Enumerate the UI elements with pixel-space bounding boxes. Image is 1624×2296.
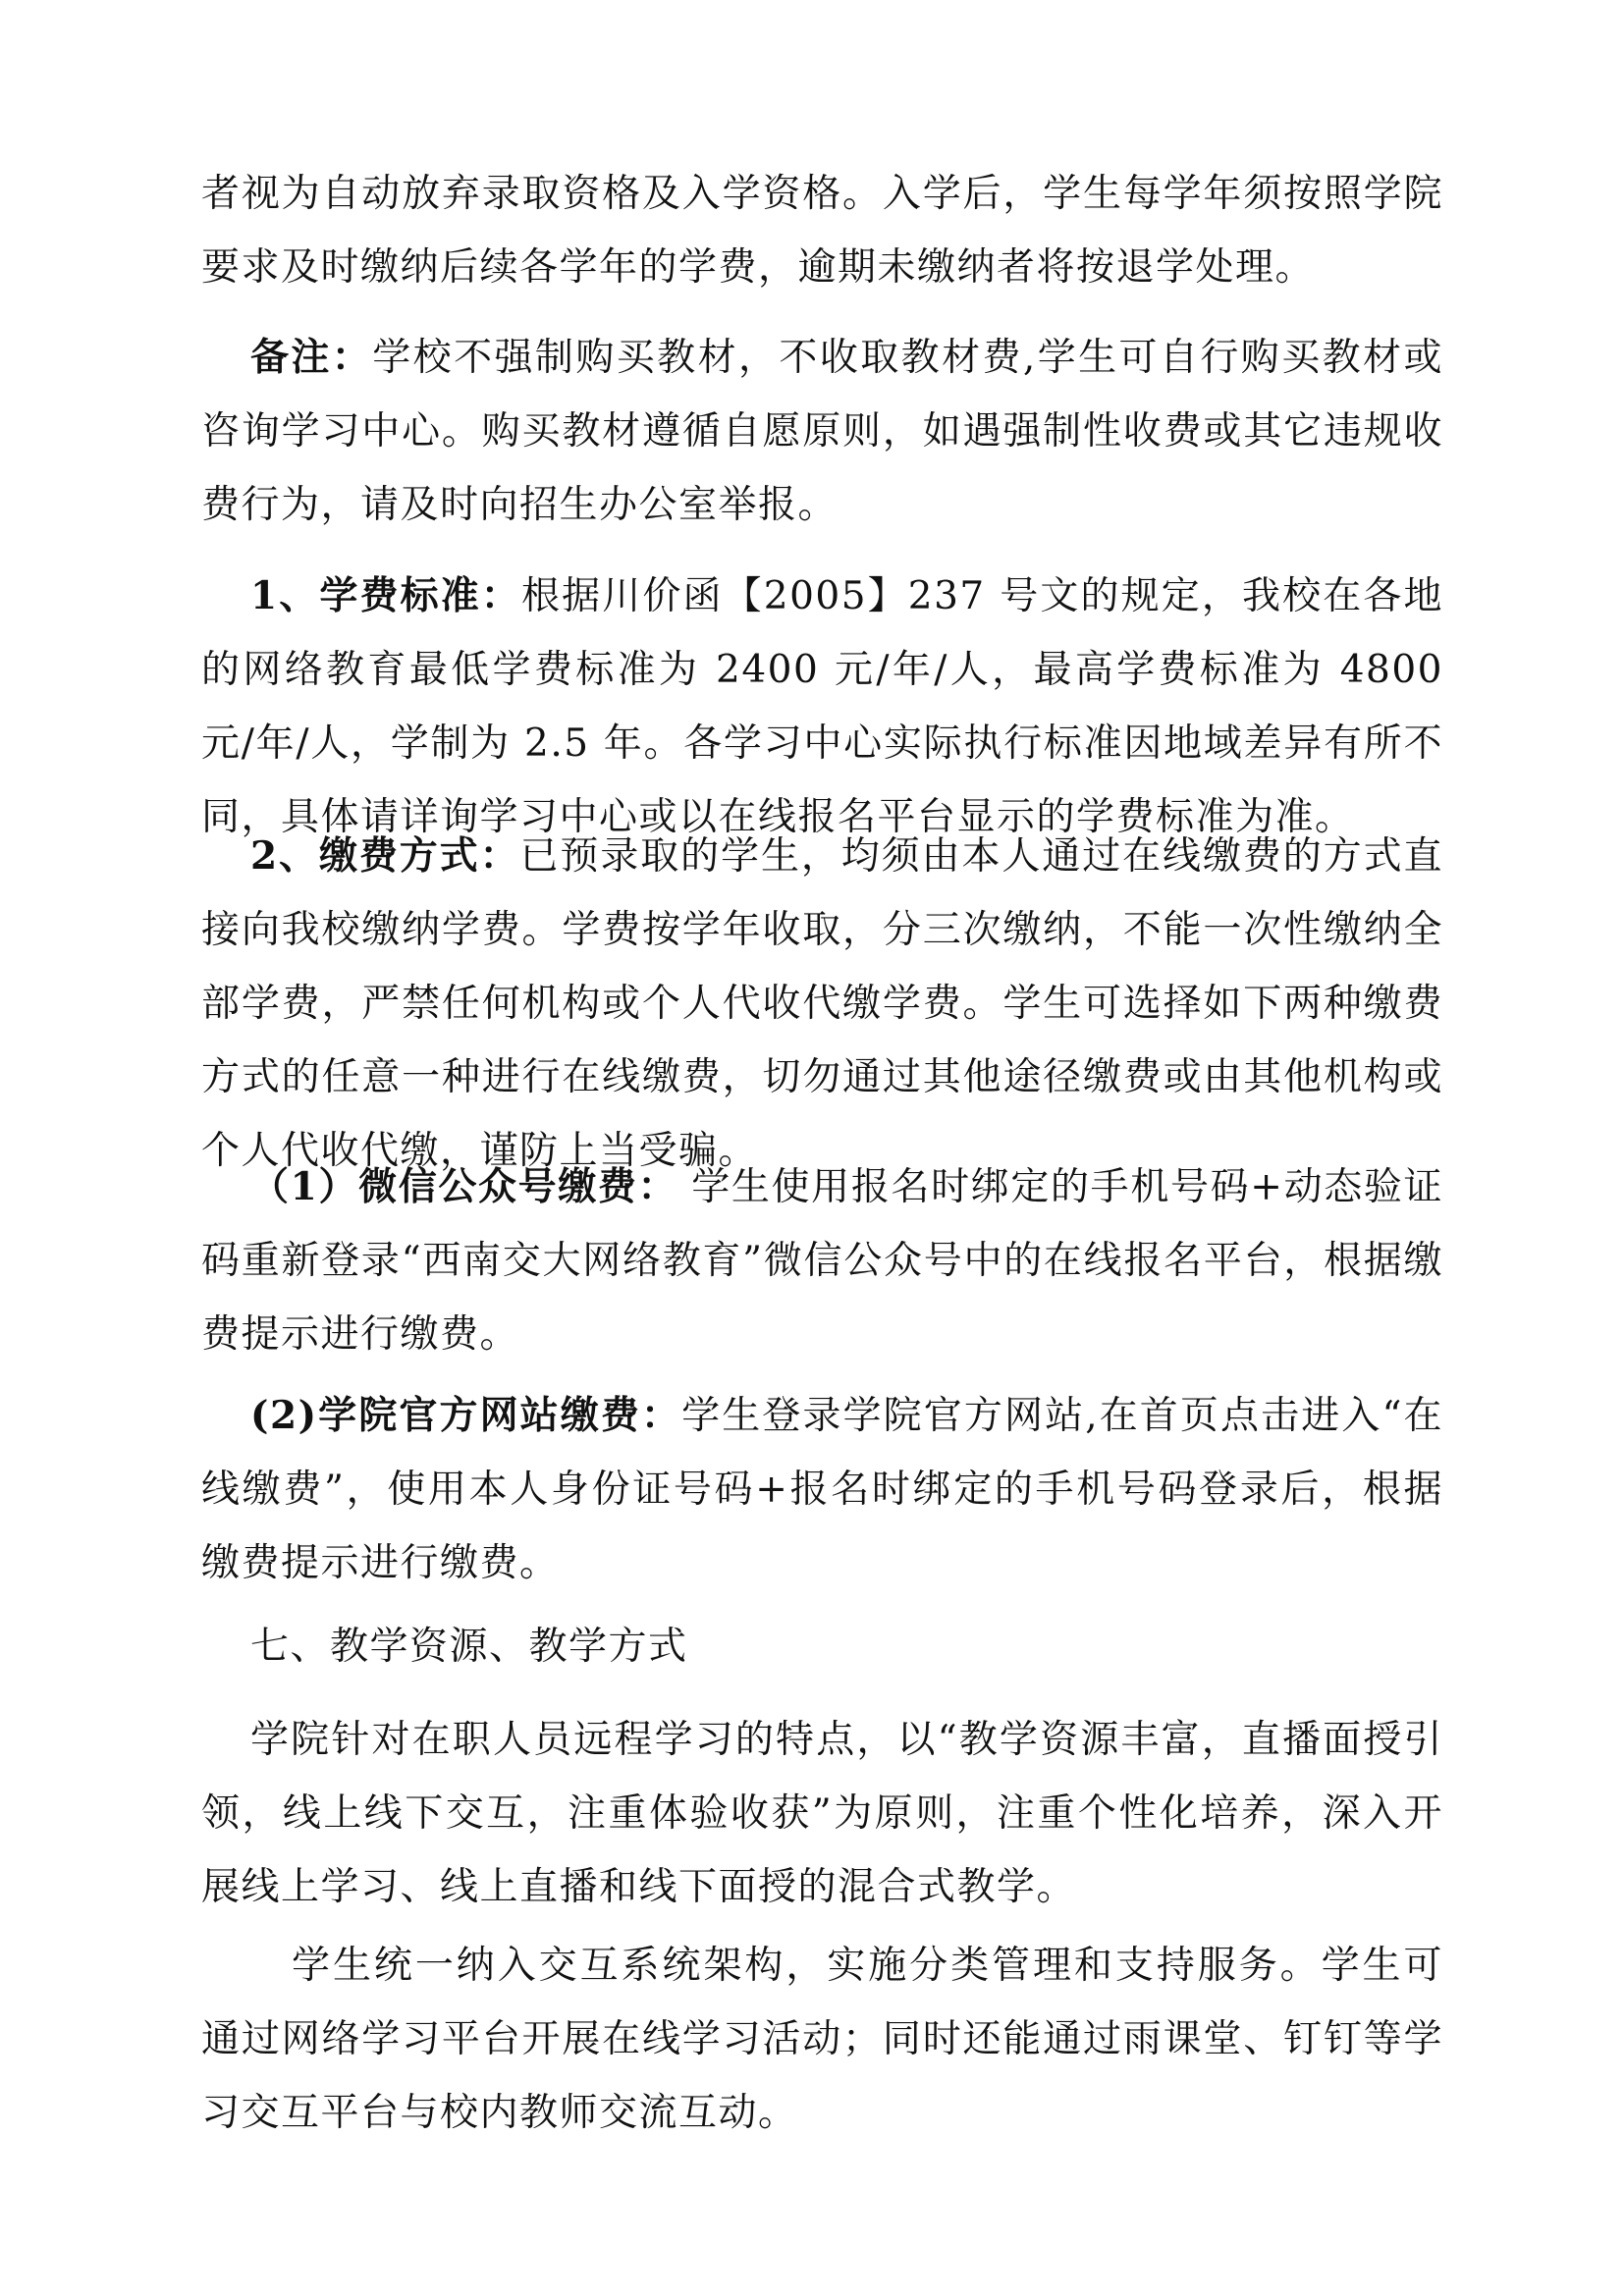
teaching-approach-text: 学院针对在职人员远程学习的特点，以“教学资源丰富，直播面授引领，线上线下交互，注重体验收获”为原则，注重个性化培养，深入开展线上学习、线上直播和线下面授的混合式教学。 <box>201 1718 1443 1909</box>
payment-method-paragraph <box>201 820 1443 1188</box>
paragraph-continuation <box>201 157 1443 304</box>
interaction-system-paragraph <box>201 1929 1443 2150</box>
website-payment-paragraph <box>201 1379 1443 1600</box>
wechat-payment-text: 学生使用报名时绑定的手机号码+动态验证码重新登录“西南交大网络教育”微信公众号中的在线报名平台，根据缴费提示进行缴费。 <box>201 1165 1444 1357</box>
payment-method-lead: 2、缴费方式： <box>250 833 520 879</box>
wechat-payment-paragraph <box>201 1150 1443 1371</box>
interaction-system-text: 学生统一纳入交互系统架构，实施分类管理和支持服务。学生可通过网络学习平台开展在线学习活动；同时还能通过雨课堂、钉钉等学习交互平台与校内教师交流互动。 <box>201 1944 1443 2135</box>
paragraph-text: 者视为自动放弃录取资格及入学资格。入学后，学生每学年须按照学院要求及时缴纳后续各学年的学费，逾期未缴纳者将按退学处理。 <box>201 172 1443 290</box>
tuition-standard-paragraph <box>201 560 1443 854</box>
teaching-approach-paragraph <box>201 1703 1443 1924</box>
tuition-standard-lead: 1、学费标准： <box>250 573 522 618</box>
remark-paragraph <box>201 321 1443 542</box>
website-payment-text: 学生登录学院官方网站,在首页点击进入“在线缴费”，使用本人身份证号码+报名时绑定的手机号码登录后，根据缴费提示进行缴费。 <box>201 1394 1443 1585</box>
remark-lead: 备注： <box>250 335 373 380</box>
website-payment-lead: (2)学院官方网站缴费： <box>250 1393 682 1438</box>
tuition-standard-text: 根据川价函【2005】237 号文的规定，我校在各地的网络教育最低学费标准为 2400 元/年/人，最高学费标准为 4800 元/年/人，学制为 2.5 年。各学习中心实际执行标准因地域差异有所不同，具体请详询学习中心或以在线报名平台显示的学费标准为准。 <box>201 574 1443 839</box>
remark-text: 学校不强制购买教材，不收取教材费,学生可自行购买教材或咨询学习中心。购买教材遵循自愿原则，如遇强制性收费或其它违规收费行为，请及时向招生办公室举报。 <box>201 336 1443 527</box>
wechat-payment-lead: （1）微信公众号缴费： <box>250 1164 678 1209</box>
payment-method-text: 已预录取的学生，均须由本人通过在线缴费的方式直接向我校缴纳学费。学费按学年收取，分三次缴纳，不能一次性缴纳全部学费，严禁任何机构或个人代收代缴学费。学生可选择如下两种缴费方式的任意一种进行在线缴费，切勿通过其他途径缴费或由其他机构或个人代收代缴，谨防上当受骗。 <box>201 834 1443 1173</box>
section-heading: 七、教学资源、教学方式 <box>250 1625 688 1669</box>
